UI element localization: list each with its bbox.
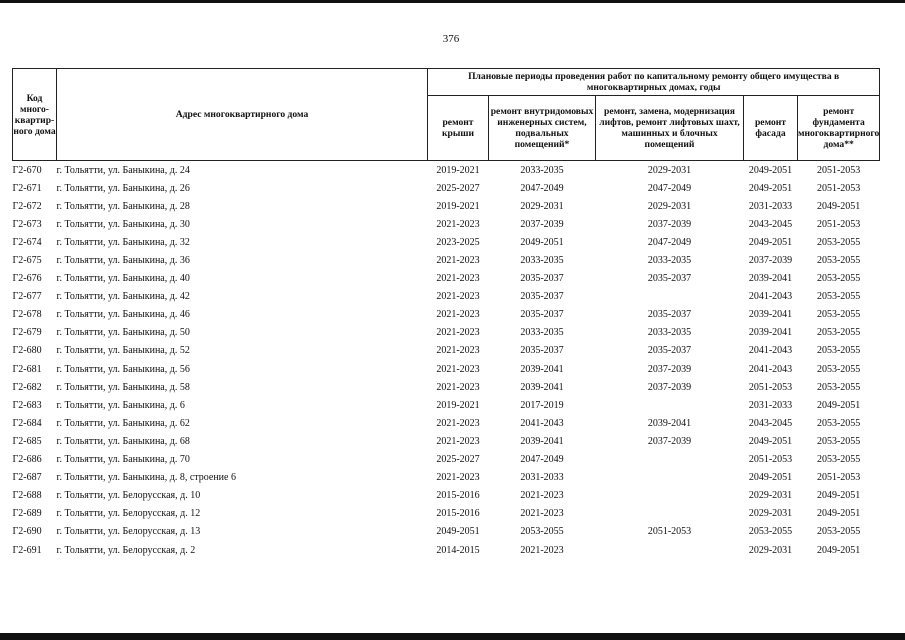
table-row bbox=[13, 324, 880, 342]
cell-elevators: 2029-2031 bbox=[647, 200, 692, 212]
cell-roof: 2021-2023 bbox=[436, 363, 480, 375]
cell-foundation: 2053-2055 bbox=[816, 454, 861, 466]
cell-code: Г2-683 bbox=[12, 399, 42, 411]
cell-elevators: 2035-2037 bbox=[647, 345, 692, 357]
cell-elevators: 2047-2049 bbox=[647, 182, 692, 194]
header-elevators: ремонт, замена, модернизация лифтов, ремонт лифтовых шахт, машинных и блочных помещений bbox=[596, 96, 744, 161]
cell-facade: 2039-2041 bbox=[748, 273, 793, 285]
cell-facade: 2043-2045 bbox=[748, 218, 793, 230]
table-row bbox=[13, 342, 880, 360]
cell-foundation: 2049-2051 bbox=[816, 490, 861, 502]
cell-code: Г2-682 bbox=[12, 381, 42, 393]
cell-systems: 2033-2035 bbox=[520, 327, 564, 339]
header-roof: ремонт крыши bbox=[428, 96, 489, 161]
cell-address: г. Тольятти, ул. Баныкина, д. 70 bbox=[56, 454, 190, 466]
cell-elevators: 2037-2039 bbox=[647, 381, 692, 393]
cell-roof: 2021-2023 bbox=[436, 381, 480, 393]
cell-systems: 2039-2041 bbox=[520, 435, 564, 447]
cell-code: Г2-687 bbox=[12, 472, 42, 484]
cell-facade: 2039-2041 bbox=[748, 309, 793, 321]
cell-systems: 2047-2049 bbox=[520, 182, 564, 194]
header-foundation: ремонт фундамента многоквартирного дома** bbox=[798, 96, 880, 161]
cell-roof: 2025-2027 bbox=[436, 182, 480, 194]
repair-schedule-table bbox=[12, 68, 880, 559]
cell-roof: 2021-2023 bbox=[436, 327, 480, 339]
cell-address: г. Тольятти, ул. Белорусская, д. 10 bbox=[56, 490, 201, 502]
cell-code: Г2-679 bbox=[12, 327, 42, 339]
cell-elevators bbox=[596, 451, 744, 469]
cell-elevators: 2039-2041 bbox=[647, 417, 692, 429]
cell-foundation: 2053-2055 bbox=[816, 255, 861, 267]
cell-roof: 2015-2016 bbox=[436, 490, 480, 502]
cell-foundation: 2051-2053 bbox=[816, 182, 861, 194]
bottom-border bbox=[0, 633, 905, 640]
cell-facade: 2049-2051 bbox=[748, 164, 793, 176]
cell-code: Г2-671 bbox=[12, 182, 42, 194]
cell-elevators: 2035-2037 bbox=[647, 309, 692, 321]
table-row bbox=[13, 414, 880, 432]
cell-address: г. Тольятти, ул. Баныкина, д. 6 bbox=[56, 399, 185, 411]
table-row bbox=[13, 306, 880, 324]
cell-roof: 2021-2023 bbox=[436, 472, 480, 484]
cell-foundation: 2053-2055 bbox=[816, 236, 861, 248]
cell-foundation: 2053-2055 bbox=[816, 435, 861, 447]
cell-foundation: 2053-2055 bbox=[816, 345, 861, 357]
cell-address: г. Тольятти, ул. Баныкина, д. 30 bbox=[56, 218, 190, 230]
cell-elevators bbox=[596, 505, 744, 523]
cell-code: Г2-681 bbox=[12, 363, 42, 375]
cell-systems: 2021-2023 bbox=[520, 544, 564, 556]
table-row bbox=[13, 396, 880, 414]
cell-elevators bbox=[596, 487, 744, 505]
cell-systems: 2017-2019 bbox=[520, 399, 564, 411]
cell-address: г. Тольятти, ул. Баныкина, д. 8, строение 6 bbox=[56, 472, 236, 484]
cell-code: Г2-672 bbox=[12, 200, 42, 212]
cell-code: Г2-678 bbox=[12, 309, 42, 321]
cell-facade: 2049-2051 bbox=[748, 472, 793, 484]
table-row bbox=[13, 487, 880, 505]
cell-systems: 2049-2051 bbox=[520, 236, 564, 248]
cell-systems: 2021-2023 bbox=[520, 490, 564, 502]
cell-code: Г2-680 bbox=[12, 345, 42, 357]
cell-facade: 2031-2033 bbox=[748, 399, 793, 411]
cell-facade: 2053-2055 bbox=[748, 526, 793, 538]
cell-address: г. Тольятти, ул. Баныкина, д. 28 bbox=[56, 200, 190, 212]
cell-systems: 2033-2035 bbox=[520, 255, 564, 267]
cell-foundation: 2053-2055 bbox=[816, 417, 861, 429]
cell-foundation: 2049-2051 bbox=[816, 508, 861, 520]
cell-facade: 2043-2045 bbox=[748, 417, 793, 429]
cell-systems: 2029-2031 bbox=[520, 200, 564, 212]
cell-systems: 2033-2035 bbox=[520, 164, 564, 176]
cell-foundation: 2053-2055 bbox=[816, 309, 861, 321]
cell-roof: 2019-2021 bbox=[436, 200, 480, 212]
cell-code: Г2-677 bbox=[12, 291, 42, 303]
table-row bbox=[13, 270, 880, 288]
cell-foundation: 2051-2053 bbox=[816, 164, 861, 176]
cell-facade: 2037-2039 bbox=[748, 255, 793, 267]
cell-code: Г2-670 bbox=[12, 164, 42, 176]
cell-elevators bbox=[596, 288, 744, 306]
cell-address: г. Тольятти, ул. Белорусская, д. 13 bbox=[56, 526, 201, 538]
cell-systems: 2035-2037 bbox=[520, 291, 564, 303]
table-row bbox=[13, 233, 880, 251]
cell-systems: 2041-2043 bbox=[520, 417, 564, 429]
cell-facade: 2041-2043 bbox=[748, 345, 793, 357]
table-row bbox=[13, 360, 880, 378]
cell-elevators: 2033-2035 bbox=[647, 327, 692, 339]
cell-address: г. Тольятти, ул. Баныкина, д. 32 bbox=[56, 236, 190, 248]
cell-roof: 2015-2016 bbox=[436, 508, 480, 520]
top-border bbox=[0, 0, 905, 3]
cell-elevators: 2037-2039 bbox=[647, 435, 692, 447]
cell-elevators: 2047-2049 bbox=[647, 236, 692, 248]
header-address: Адрес многоквартирного дома bbox=[57, 69, 428, 161]
cell-facade: 2041-2043 bbox=[748, 363, 793, 375]
cell-address: г. Тольятти, ул. Баныкина, д. 52 bbox=[56, 345, 190, 357]
cell-address: г. Тольятти, ул. Баныкина, д. 36 bbox=[56, 255, 190, 267]
cell-systems: 2047-2049 bbox=[520, 454, 564, 466]
cell-address: г. Тольятти, ул. Баныкина, д. 26 bbox=[56, 182, 190, 194]
cell-address: г. Тольятти, ул. Баныкина, д. 24 bbox=[56, 164, 190, 176]
cell-foundation: 2053-2055 bbox=[816, 291, 861, 303]
cell-code: Г2-684 bbox=[12, 417, 42, 429]
table-row bbox=[13, 251, 880, 269]
cell-code: Г2-674 bbox=[12, 236, 42, 248]
cell-foundation: 2051-2053 bbox=[816, 472, 861, 484]
cell-roof: 2021-2023 bbox=[436, 435, 480, 447]
cell-elevators: 2037-2039 bbox=[647, 218, 692, 230]
cell-roof: 2021-2023 bbox=[436, 291, 480, 303]
cell-roof: 2025-2027 bbox=[436, 454, 480, 466]
cell-systems: 2039-2041 bbox=[520, 381, 564, 393]
cell-foundation: 2051-2053 bbox=[816, 218, 861, 230]
cell-foundation: 2049-2051 bbox=[816, 544, 861, 556]
cell-foundation: 2053-2055 bbox=[816, 381, 861, 393]
cell-roof: 2021-2023 bbox=[436, 345, 480, 357]
header-systems: ремонт внутридомовых инженерных систем, подвальных помещений* bbox=[489, 96, 596, 161]
cell-roof: 2021-2023 bbox=[436, 309, 480, 321]
cell-roof: 2021-2023 bbox=[436, 255, 480, 267]
cell-foundation: 2053-2055 bbox=[816, 327, 861, 339]
table-row bbox=[13, 378, 880, 396]
cell-elevators bbox=[596, 541, 744, 559]
cell-elevators: 2037-2039 bbox=[647, 363, 692, 375]
cell-roof: 2019-2021 bbox=[436, 164, 480, 176]
cell-elevators bbox=[596, 469, 744, 487]
cell-systems: 2039-2041 bbox=[520, 363, 564, 375]
cell-foundation: 2053-2055 bbox=[816, 273, 861, 285]
header-group: Плановые периоды проведения работ по капитальному ремонту общего имущества в многоквартирных домах, годы bbox=[428, 69, 880, 96]
cell-foundation: 2049-2051 bbox=[816, 399, 861, 411]
table-row bbox=[13, 523, 880, 541]
cell-code: Г2-686 bbox=[12, 454, 42, 466]
cell-address: г. Тольятти, ул. Баныкина, д. 56 bbox=[56, 363, 190, 375]
header-facade: ремонт фасада bbox=[744, 96, 798, 161]
cell-code: Г2-685 bbox=[12, 435, 42, 447]
cell-roof: 2021-2023 bbox=[436, 273, 480, 285]
cell-code: Г2-690 bbox=[12, 526, 42, 538]
cell-elevators bbox=[596, 396, 744, 414]
cell-address: г. Тольятти, ул. Баныкина, д. 46 bbox=[56, 309, 190, 321]
cell-facade: 2029-2031 bbox=[748, 544, 793, 556]
cell-code: Г2-689 bbox=[12, 508, 42, 520]
table-body bbox=[13, 161, 880, 560]
table-row bbox=[13, 451, 880, 469]
cell-facade: 2039-2041 bbox=[748, 327, 793, 339]
cell-foundation: 2053-2055 bbox=[816, 526, 861, 538]
page-number: 376 bbox=[442, 33, 460, 45]
cell-foundation: 2053-2055 bbox=[816, 363, 861, 375]
cell-elevators: 2051-2053 bbox=[647, 526, 692, 538]
cell-code: Г2-688 bbox=[12, 490, 42, 502]
table-row bbox=[13, 197, 880, 215]
cell-roof: 2023-2025 bbox=[436, 236, 480, 248]
table-row bbox=[13, 469, 880, 487]
cell-systems: 2037-2039 bbox=[520, 218, 564, 230]
cell-address: г. Тольятти, ул. Белорусская, д. 2 bbox=[56, 544, 196, 556]
cell-code: Г2-676 bbox=[12, 273, 42, 285]
cell-facade: 2029-2031 bbox=[748, 490, 793, 502]
cell-systems: 2035-2037 bbox=[520, 345, 564, 357]
cell-roof: 2021-2023 bbox=[436, 218, 480, 230]
cell-address: г. Тольятти, ул. Баныкина, д. 68 bbox=[56, 435, 190, 447]
cell-elevators: 2029-2031 bbox=[647, 164, 692, 176]
cell-address: г. Тольятти, ул. Баныкина, д. 58 bbox=[56, 381, 190, 393]
table-row bbox=[13, 161, 880, 180]
cell-roof: 2021-2023 bbox=[436, 417, 480, 429]
table-row bbox=[13, 215, 880, 233]
table-row bbox=[13, 288, 880, 306]
cell-roof: 2049-2051 bbox=[436, 526, 480, 538]
header-code: Код много-квартир-ного дома bbox=[13, 69, 57, 161]
cell-address: г. Тольятти, ул. Баныкина, д. 62 bbox=[56, 417, 190, 429]
cell-foundation: 2049-2051 bbox=[816, 200, 861, 212]
cell-facade: 2051-2053 bbox=[748, 381, 793, 393]
cell-facade: 2031-2033 bbox=[748, 200, 793, 212]
cell-facade: 2041-2043 bbox=[748, 291, 793, 303]
cell-address: г. Тольятти, ул. Баныкина, д. 40 bbox=[56, 273, 190, 285]
cell-elevators: 2035-2037 bbox=[647, 273, 692, 285]
cell-facade: 2029-2031 bbox=[748, 508, 793, 520]
cell-systems: 2035-2037 bbox=[520, 273, 564, 285]
cell-facade: 2049-2051 bbox=[748, 435, 793, 447]
cell-code: Г2-691 bbox=[12, 544, 42, 556]
cell-systems: 2035-2037 bbox=[520, 309, 564, 321]
cell-roof: 2014-2015 bbox=[436, 544, 480, 556]
cell-elevators: 2033-2035 bbox=[647, 255, 692, 267]
table-row bbox=[13, 505, 880, 523]
cell-address: г. Тольятти, ул. Баныкина, д. 42 bbox=[56, 291, 190, 303]
cell-address: г. Тольятти, ул. Белорусская, д. 12 bbox=[56, 508, 201, 520]
cell-systems: 2053-2055 bbox=[520, 526, 564, 538]
cell-facade: 2049-2051 bbox=[748, 236, 793, 248]
cell-roof: 2019-2021 bbox=[436, 399, 480, 411]
cell-facade: 2049-2051 bbox=[748, 182, 793, 194]
cell-systems: 2021-2023 bbox=[520, 508, 564, 520]
cell-code: Г2-673 bbox=[12, 218, 42, 230]
table-row bbox=[13, 541, 880, 559]
cell-facade: 2051-2053 bbox=[748, 454, 793, 466]
cell-code: Г2-675 bbox=[12, 255, 42, 267]
table-row bbox=[13, 432, 880, 450]
cell-systems: 2031-2033 bbox=[520, 472, 564, 484]
table-row bbox=[13, 179, 880, 197]
cell-address: г. Тольятти, ул. Баныкина, д. 50 bbox=[56, 327, 190, 339]
